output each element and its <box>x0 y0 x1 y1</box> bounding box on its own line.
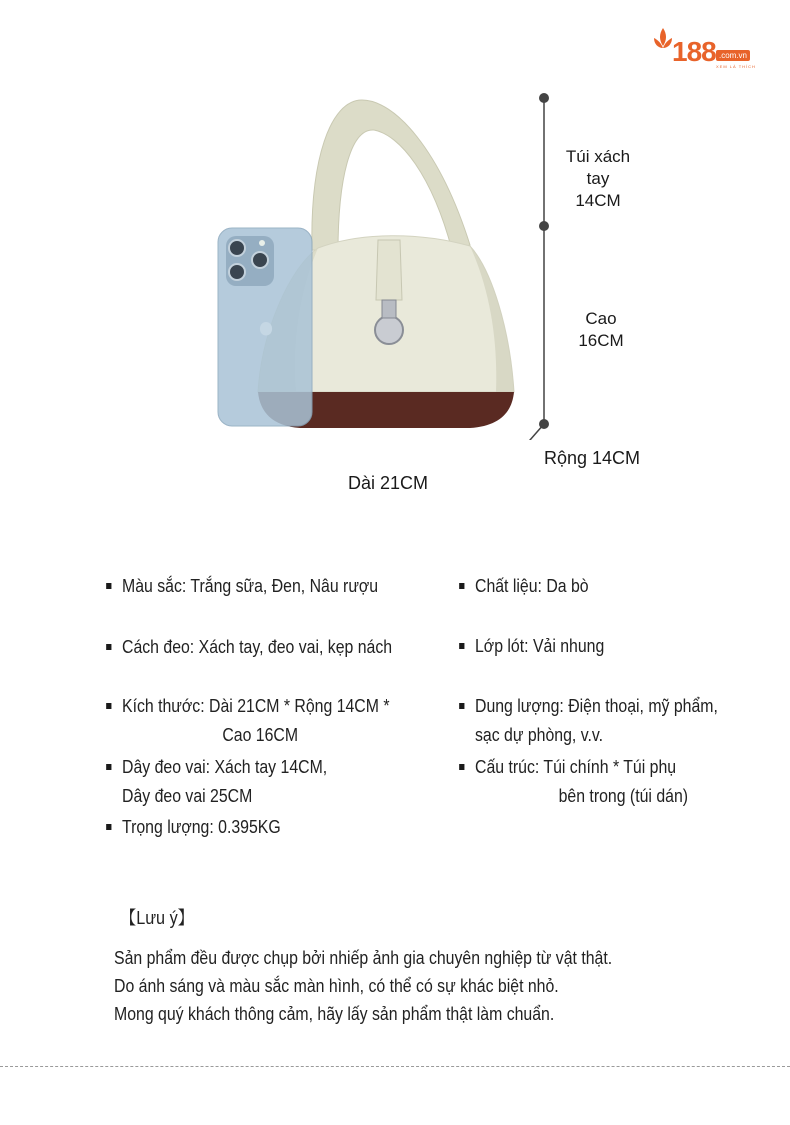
brand-logo[interactable] <box>648 24 778 74</box>
bullet <box>106 824 111 830</box>
logo-number: 188 <box>672 36 716 67</box>
phone-comparison <box>218 228 312 426</box>
bag-handle <box>312 100 470 252</box>
dim-length-label: Dài 21CM <box>347 473 429 493</box>
bullet <box>106 764 111 770</box>
bullet <box>106 703 111 709</box>
logo-domain: .com.vn <box>716 50 750 61</box>
bullet <box>459 703 464 709</box>
spec-material: Chất liệu: Da bò <box>475 572 589 601</box>
bullet <box>106 583 111 589</box>
spec-size: Kích thước: Dài 21CM * Rộng 14CM * Cao 16CM <box>122 692 390 750</box>
logo-tagline: XEM LÀ THÍCH <box>716 64 756 69</box>
bullet <box>106 644 111 650</box>
note-line: Mong quý khách thông cảm, hãy lấy sản phẩm thật làm chuẩn. <box>114 1004 555 1024</box>
note-title: 【Lưu ý】 <box>120 908 194 928</box>
bullet <box>459 764 464 770</box>
bullet <box>459 643 464 649</box>
spec-color: Màu sắc: Trắng sữa, Đen, Nâu rượu <box>122 572 378 601</box>
bullet <box>459 583 464 589</box>
dim-height-label: Cao 16CM <box>578 309 624 350</box>
dashed-divider <box>0 1066 790 1067</box>
note-line: Do ánh sáng và màu sắc màn hình, có thể có sự khác biệt nhỏ. <box>114 976 559 996</box>
spec-weight: Trọng lượng: 0.395KG <box>122 813 281 842</box>
spec-carry: Cách đeo: Xách tay, đeo vai, kẹp nách <box>122 633 392 662</box>
spec-structure: Cấu trúc: Túi chính * Túi phụ bên trong (túi dán) <box>475 753 688 811</box>
spec-lining: Lớp lót: Vải nhung <box>475 632 604 661</box>
clasp <box>375 316 403 344</box>
dim-handle-label: Túi xách tay 14CM <box>565 147 631 210</box>
spec-strap: Dây đeo vai: Xách tay 14CM, Dây đeo vai 25CM <box>122 753 327 811</box>
dim-depth-label: Rộng 14CM <box>543 448 641 468</box>
note-line: Sản phẩm đều được chụp bởi nhiếp ảnh gia chuyên nghiệp từ vật thật. <box>114 948 613 968</box>
product-photo <box>200 80 560 440</box>
spec-capacity: Dung lượng: Điện thoại, mỹ phẩm, sạc dự phòng, v.v. <box>475 692 718 750</box>
